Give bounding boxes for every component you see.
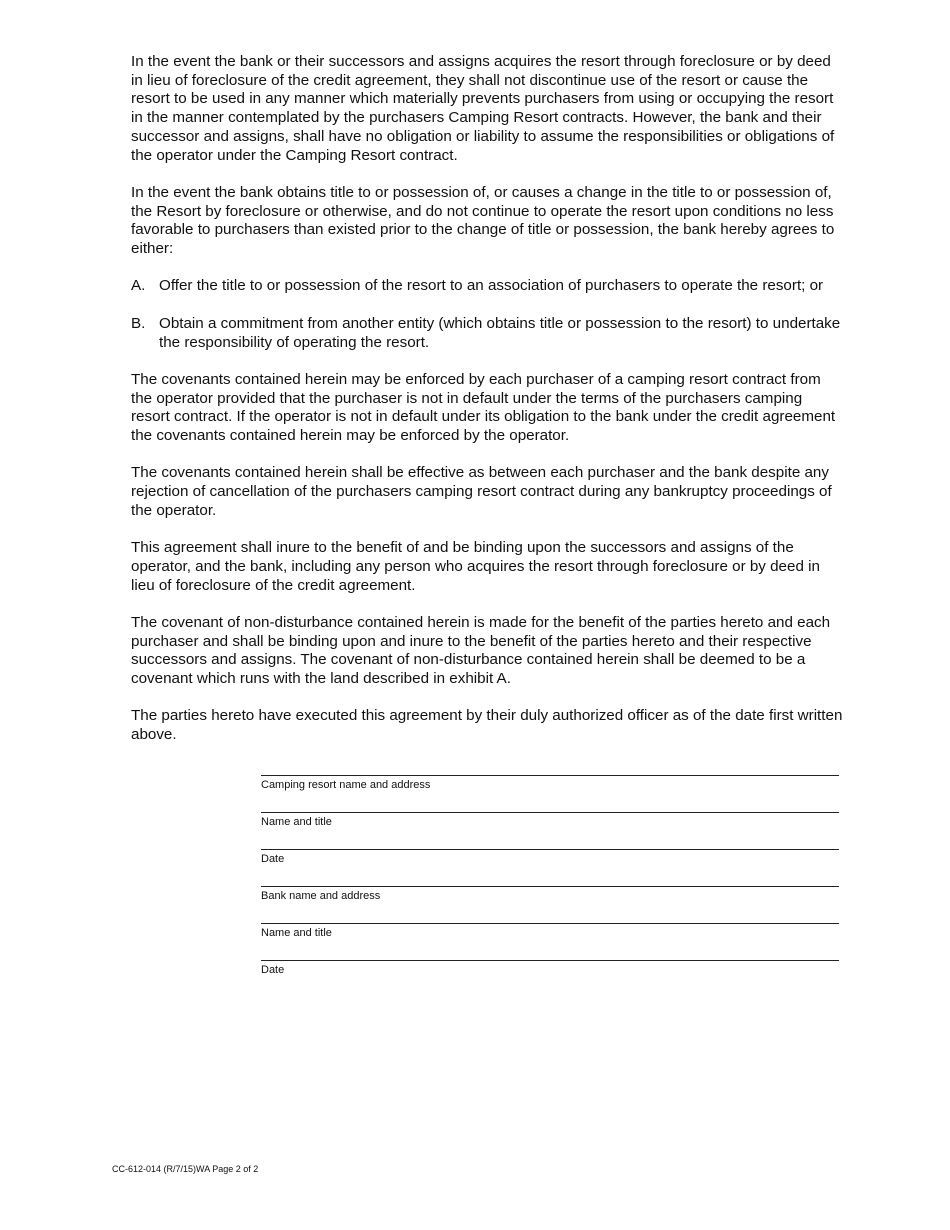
paragraph-non-disturbance: The covenant of non-disturbance contained herein is made for the benefit of the parties hereto and each purchaser and shall be binding upon and inure to the benefit of the parties hereto and their respective successors and assigns. The covenant of non-disturbance contained herein shall be deemed to be a covenant which runs with the land described in exhibit A. <box>131 613 831 688</box>
signature-label: Name and title <box>261 927 332 939</box>
signature-line-bank-signer[interactable] <box>261 923 839 960</box>
signature-line-resort-date[interactable] <box>261 849 839 886</box>
paragraph-execution: The parties hereto have executed this agreement by their duly authorized officer as of the date first written above. <box>131 707 843 744</box>
signature-line-resort-name[interactable] <box>261 775 839 812</box>
list-item-a <box>131 277 843 296</box>
signature-label: Date <box>261 853 285 865</box>
list-marker: B. <box>131 314 146 332</box>
list-item-b <box>131 315 843 352</box>
signature-label: Camping resort name and address <box>261 779 431 791</box>
signature-label: Name and title <box>261 816 332 828</box>
paragraph-successors: This agreement shall inure to the benefit of and be binding upon the successors and assigns of the operator, and the bank, including any person who acquires the resort through foreclosure or by deed in lieu of foreclosure of the credit agreement. <box>131 539 820 594</box>
form-footer: CC-612-014 (R/7/15)WA Page 2 of 2 <box>112 1164 259 1174</box>
signature-block <box>261 775 839 997</box>
signature-line-resort-signer[interactable] <box>261 812 839 849</box>
signature-label: Bank name and address <box>261 890 381 902</box>
paragraph-enforcement: The covenants contained herein may be enforced by each purchaser of a camping resort contract from the operator provided that the purchaser is not in default under the terms of the purchasers camping resort contract. If the operator is not in default under its obligation to the bank under the credit agreement the covenants contained herein may be enforced by the operator. <box>131 370 836 444</box>
signature-line-bank-name[interactable] <box>261 886 839 923</box>
document-body <box>131 53 843 764</box>
signature-label: Date <box>261 964 285 976</box>
signature-line-bank-date[interactable] <box>261 960 839 997</box>
paragraph-title-change: In the event the bank obtains title to or possession of, or causes a change in the title to or possession of, the Resort by foreclosure or otherwise, and do not continue to operate the resort upon conditions no less favorable to purchasers than existed prior to the change of title or possession, the bank hereby agrees to either: <box>131 183 835 258</box>
paragraph-bankruptcy: The covenants contained herein shall be effective as between each purchaser and the bank despite any rejection of cancellation of the purchasers camping resort contract during any bankruptcy proceedings of the operator. <box>131 464 832 519</box>
list-marker: A. <box>131 277 146 295</box>
list-item-text: Offer the title to or possession of the resort to an association of purchasers to operate the resort; or <box>159 277 824 295</box>
list-item-text: Obtain a commitment from another entity (which obtains title or possession to the resort) to undertake the responsibility of operating the resort. <box>159 314 841 351</box>
paragraph-foreclosure: In the event the bank or their successors and assigns acquires the resort through foreclosure or by deed in lieu of foreclosure of the credit agreement, they shall not discontinue use of the resort or cause the resort to be used in any manner which materially prevents purchasers from using or occupying the resort in the manner contemplated by the purchasers Camping Resort contracts. However, the bank and their successor and assigns, shall have no obligation or liability to assume the responsibilities or obligations of the operator under the Camping Resort contract. <box>131 53 835 164</box>
